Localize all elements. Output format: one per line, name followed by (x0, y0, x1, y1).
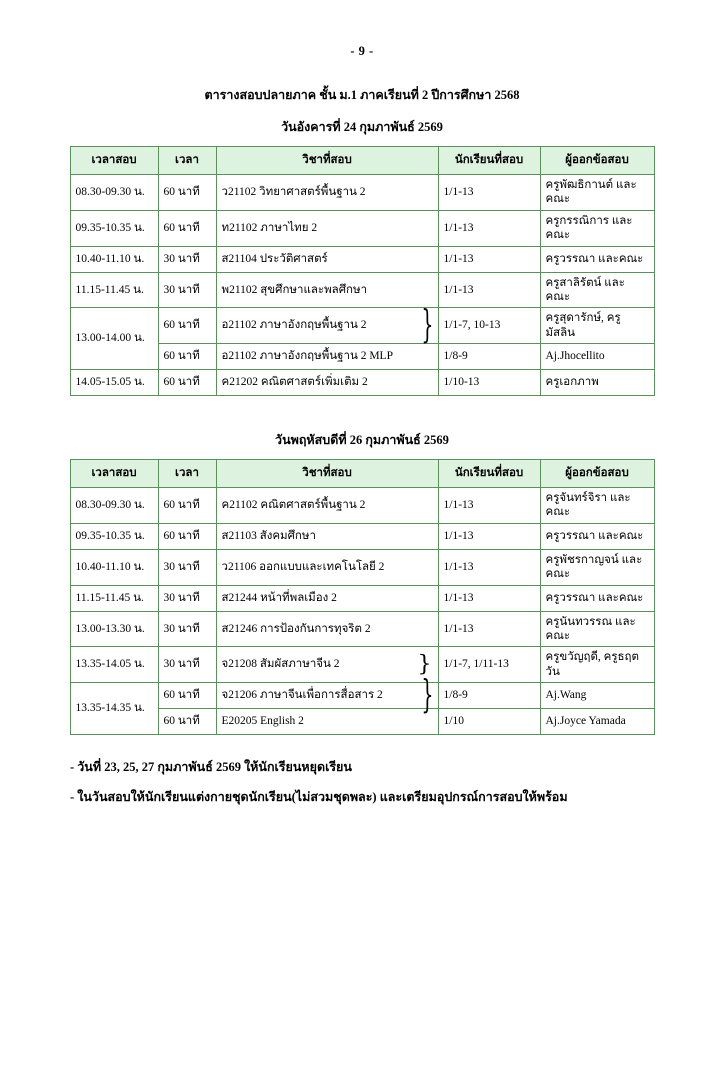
table-row (70, 488, 654, 524)
cell-duration: 60 นาที (158, 523, 216, 549)
table-row (70, 647, 654, 683)
cell-time: 11.15-11.45 น. (70, 585, 158, 611)
cell-time: 10.40-11.10 น. (70, 549, 158, 585)
table-row (70, 683, 654, 709)
cell-duration: 60 นาที (158, 344, 216, 370)
column-header-subject: วิชาที่สอบ (216, 147, 438, 175)
column-header-duration: เวลา (158, 147, 216, 175)
cell-time: 09.35-10.35 น. (70, 523, 158, 549)
cell-examiner: ครูกรรณิการ และคณะ (540, 210, 654, 246)
cell-subject: ค21102 คณิตศาสตร์พื้นฐาน 2 (216, 488, 438, 524)
cell-examiner: ครูพัฒธิกานต์ และคณะ (540, 175, 654, 211)
table-row (70, 370, 654, 396)
cell-students: 1/1-7, 1/11-13 (438, 647, 540, 683)
group-brace-icon: } (421, 302, 434, 347)
cell-subject: ท21102 ภาษาไทย 2 (216, 210, 438, 246)
cell-students: 1/10-13 (438, 370, 540, 396)
cell-students: 1/1-13 (438, 585, 540, 611)
cell-subject (216, 647, 438, 683)
cell-subject: ว21102 วิทยาศาสตร์พื้นฐาน 2 (216, 175, 438, 211)
cell-duration: 60 นาที (158, 210, 216, 246)
cell-examiner: ครูวรรณา และคณะ (540, 585, 654, 611)
table-row (70, 344, 654, 370)
cell-duration: 60 นาที (158, 308, 216, 344)
column-header-subject: วิชาที่สอบ (216, 460, 438, 488)
table-row (70, 246, 654, 272)
cell-subject-text: จ21206 ภาษาจีนเพื่อการสื่อสาร 2 (221, 689, 383, 702)
cell-students: 1/1-13 (438, 488, 540, 524)
cell-duration: 60 นาที (158, 488, 216, 524)
table-header-row (70, 460, 654, 488)
cell-subject: E20205 English 2 (216, 709, 438, 735)
cell-time: 11.15-11.45 น. (70, 272, 158, 308)
cell-duration: 30 นาที (158, 647, 216, 683)
cell-students: 1/10 (438, 709, 540, 735)
cell-examiner: ครูขวัญฤดี, ครูธฤตวัน (540, 647, 654, 683)
cell-duration: 30 นาที (158, 246, 216, 272)
cell-subject: อ21102 ภาษาอังกฤษพื้นฐาน 2 MLP (216, 344, 438, 370)
cell-duration: 30 นาที (158, 549, 216, 585)
cell-subject-text: จ21208 สัมผัสภาษาจีน 2 (221, 658, 340, 671)
cell-examiner: ครูเอกภาพ (540, 370, 654, 396)
exam-schedule-table-2 (70, 459, 655, 735)
document-page (0, 44, 724, 1068)
cell-duration: 30 นาที (158, 611, 216, 647)
column-header-examiner: ผู้ออกข้อสอบ (540, 460, 654, 488)
cell-time: 09.35-10.35 น. (70, 210, 158, 246)
table-row (70, 272, 654, 308)
table-row (70, 549, 654, 585)
cell-duration: 60 นาที (158, 709, 216, 735)
note-item: - วันที่ 23, 25, 27 กุมภาพันธ์ 2569 ให้นักเรียนหยุดเรียน (70, 760, 352, 774)
table-row (70, 585, 654, 611)
cell-examiner: Aj.Wang (540, 683, 654, 709)
cell-students: 1/1-13 (438, 549, 540, 585)
cell-students: 1/1-13 (438, 523, 540, 549)
page-number: - 9 - (350, 44, 374, 58)
cell-time: 13.00-14.00 น. (70, 308, 158, 370)
column-header-duration: เวลา (158, 460, 216, 488)
table-row (70, 709, 654, 735)
cell-duration: 30 นาที (158, 585, 216, 611)
cell-students: 1/8-9 (438, 683, 540, 709)
cell-subject: ส21246 การป้องกันการทุจริต 2 (216, 611, 438, 647)
exam-schedule-table-1 (70, 146, 655, 396)
cell-subject: ค21202 คณิตศาสตร์เพิ่มเติม 2 (216, 370, 438, 396)
table-row (70, 210, 654, 246)
cell-time: 14.05-15.05 น. (70, 370, 158, 396)
cell-duration: 30 นาที (158, 272, 216, 308)
cell-subject: ส21104 ประวัติศาสตร์ (216, 246, 438, 272)
cell-examiner: Aj.Jhocellito (540, 344, 654, 370)
exam-date-heading-1: วันอังคารที่ 24 กุมภาพันธ์ 2569 (281, 120, 443, 134)
column-header-students: นักเรียนที่สอบ (438, 147, 540, 175)
cell-duration: 60 นาที (158, 683, 216, 709)
cell-time: 13.00-13.30 น. (70, 611, 158, 647)
page-title: ตารางสอบปลายภาค ชั้น ม.1 ภาคเรียนที่ 2 ปีการศึกษา 2568 (204, 88, 520, 102)
column-header-time: เวลาสอบ (70, 147, 158, 175)
table-row (70, 523, 654, 549)
cell-students: 1/1-13 (438, 175, 540, 211)
column-header-students: นักเรียนที่สอบ (438, 460, 540, 488)
cell-time: 08.30-09.30 น. (70, 488, 158, 524)
cell-examiner: ครูจันทร์จิรา และคณะ (540, 488, 654, 524)
cell-time: 08.30-09.30 น. (70, 175, 158, 211)
cell-subject-text: อ21102 ภาษาอังกฤษพื้นฐาน 2 (221, 319, 367, 332)
cell-examiner: Aj.Joyce Yamada (540, 709, 654, 735)
table-row (70, 175, 654, 211)
cell-time: 10.40-11.10 น. (70, 246, 158, 272)
cell-subject: ว21106 ออกแบบและเทคโนโลยี 2 (216, 549, 438, 585)
group-brace-icon: } (421, 672, 434, 717)
cell-students: 1/8-9 (438, 344, 540, 370)
cell-duration: 60 นาที (158, 370, 216, 396)
cell-examiner: ครูนันทวรรณ และคณะ (540, 611, 654, 647)
cell-subject (216, 302, 438, 347)
column-header-time: เวลาสอบ (70, 460, 158, 488)
cell-students: 1/1-13 (438, 611, 540, 647)
exam-date-heading-2: วันพฤหัสบดีที่ 26 กุมภาพันธ์ 2569 (275, 433, 449, 447)
notes-section (70, 757, 654, 807)
cell-students: 1/1-13 (438, 246, 540, 272)
table-header-row (70, 147, 654, 175)
cell-time: 13.35-14.05 น. (70, 647, 158, 683)
cell-subject: ส21244 หน้าที่พลเมือง 2 (216, 585, 438, 611)
cell-subject: พ21102 สุขศึกษาและพลศึกษา (216, 272, 438, 308)
cell-examiner: ครูสาลิรัตน์ และคณะ (540, 272, 654, 308)
column-header-examiner: ผู้ออกข้อสอบ (540, 147, 654, 175)
cell-examiner: ครูสุดารักษ์, ครูมัสลิน (540, 308, 654, 344)
group-brace-icon: } (417, 651, 432, 677)
table-row (70, 308, 654, 344)
cell-subject: ส21103 สังคมศึกษา (216, 523, 438, 549)
cell-time: 13.35-14.35 น. (70, 683, 158, 735)
cell-examiner: ครูวรรณา และคณะ (540, 246, 654, 272)
table-row (70, 611, 654, 647)
cell-examiner: ครูพัชรกาญจน์ และคณะ (540, 549, 654, 585)
note-item: - ในวันสอบให้นักเรียนแต่งกายชุดนักเรียน(ไม่สวมชุดพละ) และเตรียมอุปกรณ์การสอบให้พร้อม (70, 790, 568, 804)
cell-students: 1/1-13 (438, 210, 540, 246)
cell-students: 1/1-7, 10-13 (438, 308, 540, 344)
cell-students: 1/1-13 (438, 272, 540, 308)
cell-examiner: ครูวรรณา และคณะ (540, 523, 654, 549)
cell-subject (216, 672, 438, 717)
cell-duration: 60 นาที (158, 175, 216, 211)
